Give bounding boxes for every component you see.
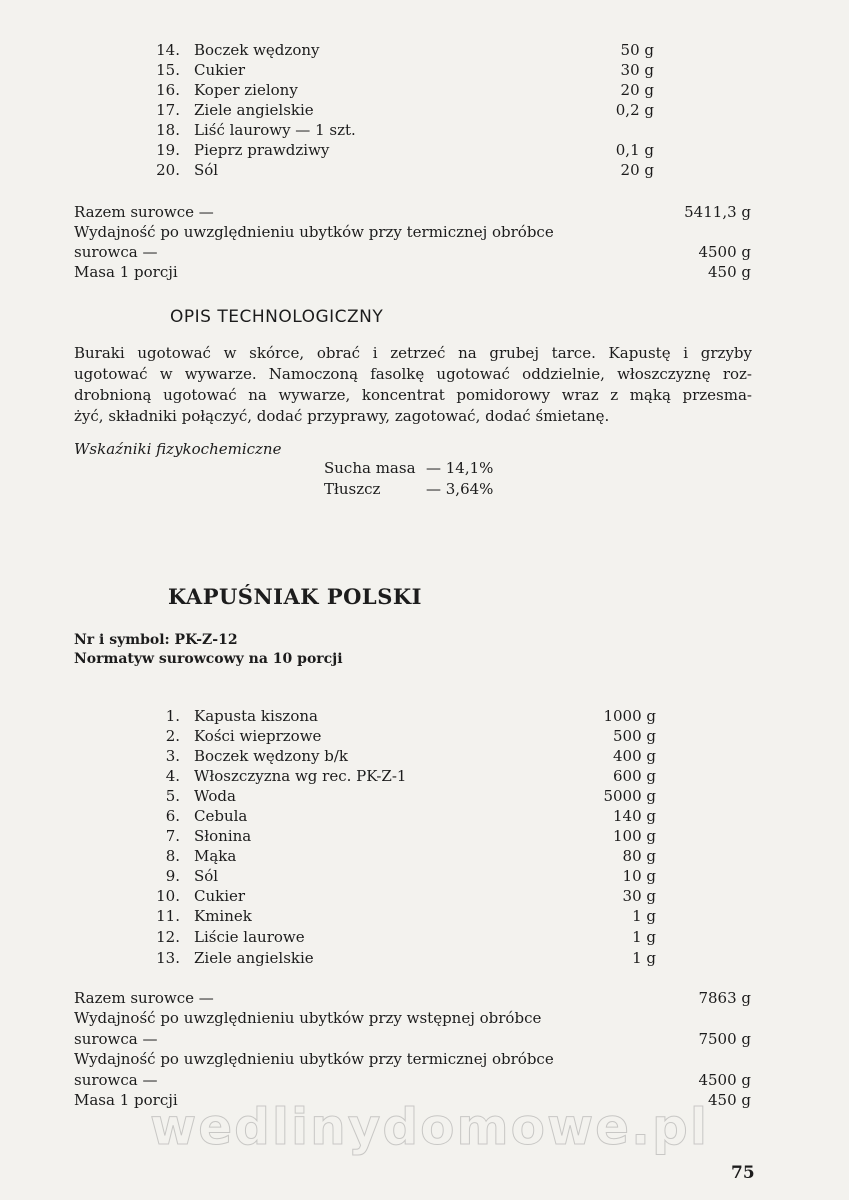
description-line: Buraki ugotować w skórce, obrać i zetrzeć na grubej tarce. Kapustę i grzyby <box>74 344 752 362</box>
item-number: 7. <box>165 827 180 845</box>
item-name: Liść laurowy — 1 szt. <box>194 121 356 139</box>
recipe-norm: Normatyw surowcowy na 10 porcji <box>74 651 343 667</box>
item-quantity: 20 g <box>620 161 654 179</box>
item-name: Kapusta kiszona <box>194 707 318 725</box>
item-quantity: 100 g <box>612 827 656 845</box>
item-number: 2. <box>165 727 180 745</box>
item-quantity: 1 g <box>632 949 656 967</box>
item-name: Pieprz prawdziwy <box>194 141 330 159</box>
item-quantity: 400 g <box>612 747 656 765</box>
yield-initial-value: 7500 g <box>698 1030 751 1048</box>
yield-initial-label: Wydajność po uwzględnieniu ubytków przy wstępnej obróbce <box>74 1009 542 1027</box>
total-raw-label: Razem surowce — <box>74 203 214 221</box>
item-number: 1. <box>165 707 180 725</box>
item-quantity: 1 g <box>632 928 656 946</box>
item-number: 8. <box>165 847 180 865</box>
item-number: 9. <box>165 867 180 885</box>
item-quantity: 50 g <box>620 41 654 59</box>
item-number: 6. <box>165 807 180 825</box>
item-name: Cukier <box>194 61 246 79</box>
item-quantity: 1 g <box>632 907 656 925</box>
item-quantity: 10 g <box>622 867 656 885</box>
item-number: 5. <box>165 787 180 805</box>
item-name: Boczek wędzony b/k <box>194 747 348 765</box>
portion-mass-value: 450 g <box>707 1091 751 1109</box>
item-quantity: 5000 g <box>603 787 656 805</box>
recipe-symbol: Nr i symbol: PK-Z-12 <box>74 632 238 648</box>
item-number: 12. <box>156 928 180 946</box>
item-number: 15. <box>156 61 180 79</box>
item-name: Słonina <box>194 827 252 845</box>
item-number: 11. <box>156 907 180 925</box>
dry-mass-label: Sucha masa <box>324 459 416 477</box>
item-quantity: 80 g <box>622 847 656 865</box>
description-paragraph <box>74 343 752 427</box>
item-quantity: 1000 g <box>603 707 656 725</box>
fat-value: — 3,64% <box>426 480 494 498</box>
item-name: Cebula <box>194 807 248 825</box>
yield-thermal-label-cont: surowca — <box>74 243 158 261</box>
section-title: OPIS TECHNOLOGICZNY <box>170 307 384 327</box>
item-name: Koper zielony <box>194 81 298 99</box>
item-quantity: 30 g <box>620 61 654 79</box>
item-name: Liście laurowe <box>194 928 305 946</box>
fat-label: Tłuszcz <box>324 480 381 498</box>
item-quantity: 0,2 g <box>615 101 654 119</box>
description-line: ugotować w wywarze. Namoczoną fasolkę ugotować oddzielnie, włoszczyznę roz- <box>74 365 752 383</box>
yield-thermal-value: 4500 g <box>698 243 751 261</box>
indicators-label: Wskaźniki fizykochemiczne <box>74 440 282 458</box>
item-quantity: 0,1 g <box>615 141 654 159</box>
item-number: 4. <box>165 767 180 785</box>
dry-mass-value: — 14,1% <box>426 459 494 477</box>
item-name: Sól <box>194 161 219 179</box>
portion-mass-label: Masa 1 porcji <box>74 1091 178 1109</box>
item-name: Mąka <box>194 847 237 865</box>
yield-thermal-label: Wydajność po uwzględnieniu ubytków przy termicznej obróbce <box>74 1050 554 1068</box>
item-name: Ziele angielskie <box>194 101 314 119</box>
item-name: Sól <box>194 867 219 885</box>
yield-thermal-value: 4500 g <box>698 1071 751 1089</box>
item-name: Włoszczyzna wg rec. PK-Z-1 <box>194 767 407 785</box>
description-line: żyć, składniki połączyć, dodać przyprawy, zagotować, dodać śmietanę. <box>74 407 610 425</box>
total-raw-label: Razem surowce — <box>74 989 214 1007</box>
item-name: Cukier <box>194 887 246 905</box>
item-name: Woda <box>194 787 236 805</box>
item-name: Kości wieprzowe <box>194 727 322 745</box>
item-number: 20. <box>156 161 180 179</box>
yield-thermal-label-cont: surowca — <box>74 1071 158 1089</box>
item-number: 19. <box>156 141 180 159</box>
item-quantity: 600 g <box>612 767 656 785</box>
item-number: 3. <box>165 747 180 765</box>
yield-initial-label-cont: surowca — <box>74 1030 158 1048</box>
item-quantity: 140 g <box>612 807 656 825</box>
item-quantity: 20 g <box>620 81 654 99</box>
total-raw-value: 7863 g <box>698 989 751 1007</box>
item-number: 16. <box>156 81 180 99</box>
item-number: 18. <box>156 121 180 139</box>
item-number: 13. <box>156 949 180 967</box>
description-line: drobnioną ugotować na wywarze, koncentrat pomidorowy wraz z mąką przesma- <box>74 386 752 404</box>
item-name: Kminek <box>194 907 252 925</box>
item-number: 17. <box>156 101 180 119</box>
item-number: 10. <box>156 887 180 905</box>
portion-mass-label: Masa 1 porcji <box>74 263 178 281</box>
item-name: Boczek wędzony <box>194 41 320 59</box>
recipe-title: KAPUŚNIAK POLSKI <box>168 584 422 609</box>
page-number: 75 <box>731 1163 755 1183</box>
yield-thermal-label: Wydajność po uwzględnieniu ubytków przy termicznej obróbce <box>74 223 554 241</box>
total-raw-value: 5411,3 g <box>684 203 751 221</box>
item-number: 14. <box>156 41 180 59</box>
item-name: Ziele angielskie <box>194 949 314 967</box>
watermark: wedlinydomowe.pl <box>150 1098 709 1156</box>
item-quantity: 30 g <box>622 887 656 905</box>
item-quantity: 500 g <box>612 727 656 745</box>
portion-mass-value: 450 g <box>707 263 751 281</box>
